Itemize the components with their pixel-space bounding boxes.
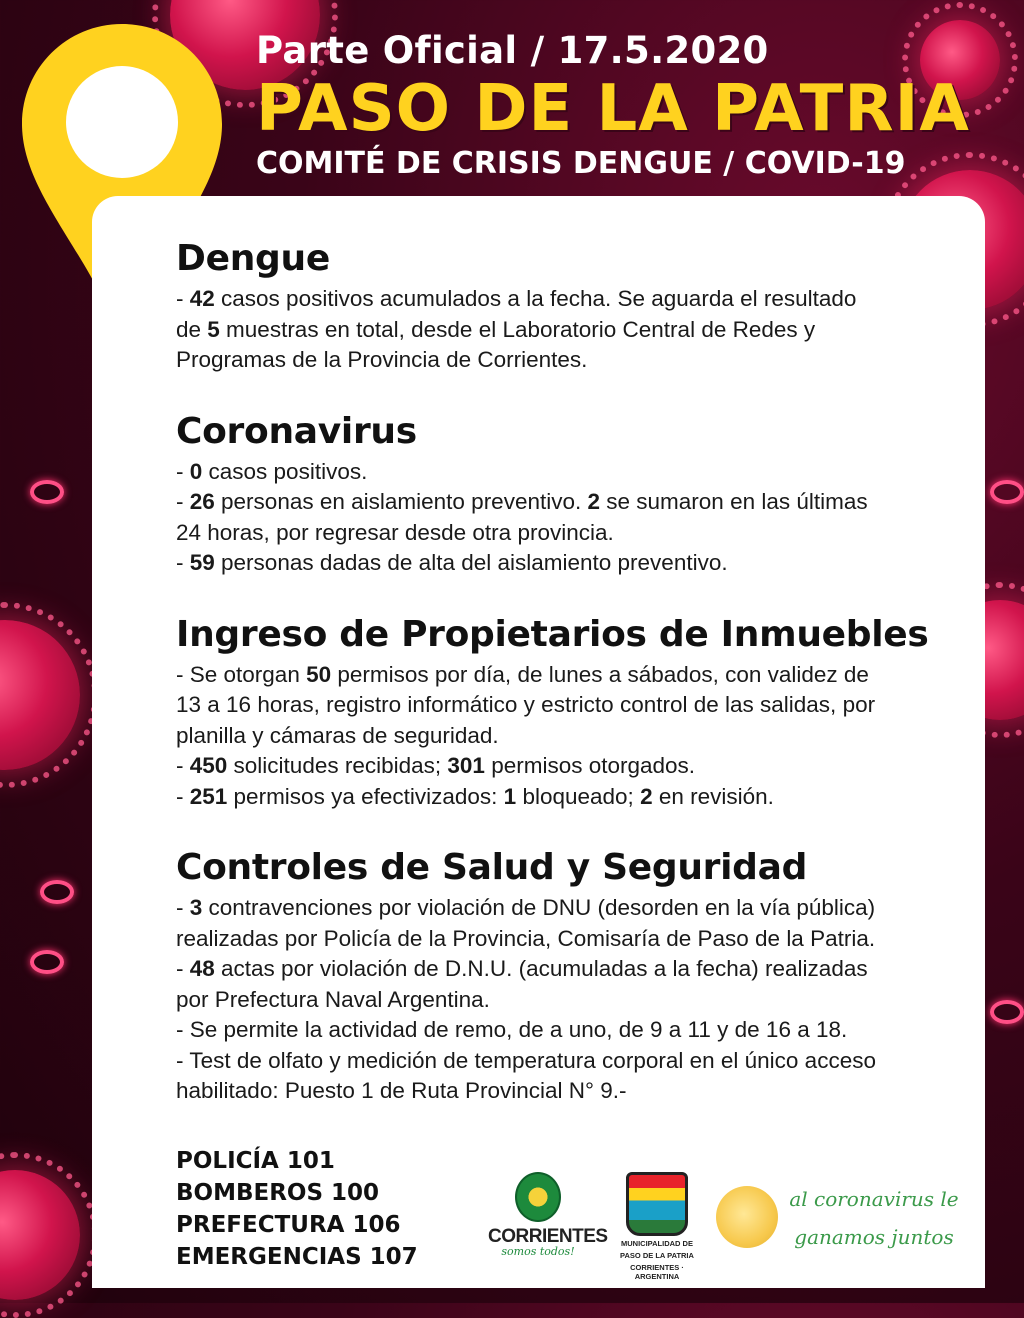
section-line: [176, 518, 976, 549]
header: [256, 28, 996, 184]
municipality-logo-line2: PASO DE LA PATRIA: [620, 1251, 694, 1260]
municipality-crest-icon: [626, 1172, 688, 1236]
flexed-arm-icon: [716, 1186, 778, 1248]
figure-value: 450: [189, 753, 228, 778]
line-text: -: [176, 753, 190, 778]
corrientes-shield-icon: [515, 1172, 561, 1222]
figure-value: 1: [503, 783, 517, 809]
report-content: [176, 236, 976, 1140]
section-lines: [176, 284, 976, 376]
section-line: [176, 660, 976, 691]
figure-value: 0: [189, 458, 203, 484]
virus-spike-decoration: [990, 1000, 1024, 1024]
line-text: por Prefectura Naval Argentina.: [176, 986, 490, 1012]
section-coronavirus: [176, 409, 976, 579]
line-text: -: [176, 489, 190, 514]
figure-value: 301: [447, 753, 485, 778]
figure-value: 3: [189, 895, 203, 920]
line-text: de: [176, 316, 208, 342]
figure-value: 50: [306, 661, 332, 687]
section-line: [176, 751, 976, 782]
figure-value: 48: [189, 956, 215, 981]
line-text: contravenciones por violación de DNU (desorden en la vía pública): [202, 895, 876, 920]
figure-value: 2: [587, 489, 601, 514]
municipality-logo-line3: CORRIENTES · ARGENTINA: [630, 1263, 684, 1281]
section-line: - 42 casos positivos acumulados a la fecha. Se aguarda el resultado: [176, 286, 857, 311]
line-text: personas en aislamiento preventivo.: [214, 489, 588, 514]
section-line: [176, 690, 976, 721]
line-text: - Test de olfato y medición de temperatura corporal en el único acceso: [176, 1047, 876, 1073]
line-text: casos positivos acumulados a la fecha. Se aguarda el resultado: [214, 286, 857, 311]
figure-value: 5: [207, 316, 220, 342]
section-line: [176, 1046, 976, 1077]
section-line: [176, 548, 976, 579]
section-line: [176, 1015, 976, 1046]
corrientes-logo-tagline: somos todos!: [501, 1245, 575, 1258]
committee-subtitle: COMITÉ DE CRISIS DENGUE / COVID-19: [256, 146, 906, 181]
figure-value: 2: [640, 783, 653, 809]
line-text: -: [176, 956, 190, 981]
virus-spike-decoration: [40, 880, 74, 904]
virus-decoration: [0, 1170, 80, 1300]
line-text: casos positivos.: [202, 458, 368, 484]
slogan: [716, 1180, 966, 1270]
section-line: [176, 1076, 976, 1107]
figure-value: 26: [189, 489, 215, 514]
line-text: personas dadas de alta del aislamiento preventivo.: [214, 550, 728, 575]
section-line: [176, 893, 976, 924]
phone-bomberos: BOMBEROS 100: [176, 1180, 380, 1206]
section-title: Coronavirus: [176, 410, 417, 452]
slogan-line2: ganamos juntos: [794, 1225, 954, 1249]
line-text: 13 a 16 horas, registro informático y estricto control de las salidas, por: [176, 692, 876, 717]
line-text: -: [176, 895, 190, 920]
section-title: Controles de Salud y Seguridad: [176, 847, 808, 888]
corrientes-logo: [488, 1172, 608, 1262]
emergency-phones: [176, 1145, 418, 1273]
section-lines: [176, 660, 976, 813]
line-text: 24 horas, por regresar desde otra provincia.: [176, 519, 614, 545]
line-text: habilitado: Puesto 1 de Ruta Provincial N° 9.-: [176, 1078, 627, 1103]
section-line: [176, 487, 976, 518]
section-line: [176, 954, 976, 985]
section-lines: [176, 457, 976, 579]
municipality-logo-line1: MUNICIPALIDAD DE: [621, 1239, 693, 1248]
section-line: [176, 457, 976, 488]
virus-spike-decoration: [30, 480, 64, 504]
section-ingreso: [176, 612, 976, 813]
line-text: planilla y cámaras de seguridad.: [176, 722, 499, 748]
line-text: permisos otorgados.: [484, 753, 696, 778]
line-text: -: [176, 458, 190, 484]
line-text: Programas de la Provincia de Corrientes.: [176, 347, 588, 372]
section-line: [176, 315, 976, 346]
section-lines: [176, 893, 976, 1107]
section-line: [176, 782, 976, 813]
line-text: bloqueado;: [516, 783, 641, 809]
slogan-line1: al coronavirus le: [789, 1187, 959, 1211]
line-text: -: [176, 550, 190, 575]
section-title: Ingreso de Propietarios de Inmuebles: [176, 613, 929, 655]
line-text: actas por violación de D.N.U. (acumuladas a la fecha) realizadas: [214, 956, 868, 981]
virus-spike-decoration: [30, 950, 64, 974]
line-text: -: [176, 783, 190, 809]
line-text: permisos por día, de lunes a sábados, con validez de: [331, 661, 869, 687]
phone-emergencias: EMERGENCIAS 107: [176, 1244, 418, 1270]
section-controles: [176, 845, 976, 1107]
figure-value: 251: [189, 783, 228, 809]
report-date-title: Parte Oficial / 17.5.2020: [256, 29, 769, 72]
line-text: - Se otorgan: [176, 661, 307, 687]
virus-decoration: [0, 620, 80, 770]
line-text: - Se permite la actividad de remo, de a uno, de 9 a 11 y de 16 a 18.: [176, 1017, 848, 1042]
figure-value: 59: [189, 550, 215, 575]
section-line: [176, 721, 976, 752]
town-title: PASO DE LA PATRIA: [256, 72, 970, 146]
slogan-text: [782, 1180, 966, 1256]
line-text: permisos ya efectivizados:: [227, 783, 504, 809]
figure-value: 42: [189, 286, 215, 311]
section-line: [176, 985, 976, 1016]
phone-policia: POLICÍA 101: [176, 1148, 335, 1174]
section-line: [176, 345, 976, 376]
corrientes-logo-name: CORRIENTES: [488, 1226, 608, 1247]
line-text: solicitudes recibidas;: [227, 753, 448, 778]
virus-spike-decoration: [990, 480, 1024, 504]
line-text: en revisión.: [652, 783, 774, 809]
line-text: se sumaron en las últimas: [600, 489, 868, 514]
line-text: realizadas por Policía de la Provincia, Comisaría de Paso de la Patria.: [176, 925, 876, 951]
phone-prefectura: PREFECTURA 106: [176, 1212, 401, 1238]
section-line: [176, 924, 976, 955]
line-text: muestras en total, desde el Laboratorio Central de Redes y: [219, 316, 816, 342]
section-title: Dengue: [176, 238, 330, 279]
section-dengue: [176, 236, 976, 376]
municipality-logo: [612, 1172, 702, 1281]
